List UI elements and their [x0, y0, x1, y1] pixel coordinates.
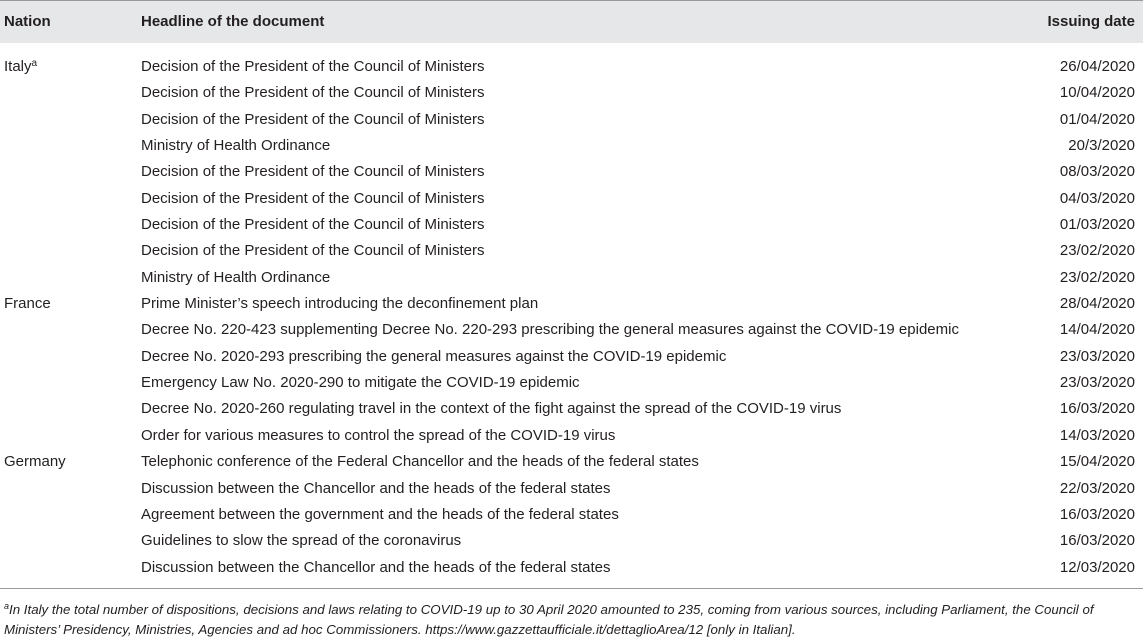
cell-issuing-date: 23/02/2020	[1059, 242, 1135, 260]
cell-issuing-date: 01/04/2020	[1059, 110, 1135, 128]
table-row	[0, 555, 1143, 581]
cell-issuing-date: 26/04/2020	[1059, 58, 1135, 75]
cell-headline: Decision of the President of the Council of Ministers	[141, 189, 485, 207]
cell-issuing-date: 28/04/2020	[1059, 295, 1135, 313]
cell-headline: Discussion between the Chancellor and the heads of the federal states	[141, 558, 611, 576]
cell-headline: Decision of the President of the Council of Ministers	[141, 163, 485, 181]
table-body	[0, 54, 1143, 581]
table-row	[0, 291, 1143, 317]
cell-headline: Agreement between the government and the heads of the federal states	[141, 505, 619, 523]
cell-issuing-date: 16/03/2020	[1059, 505, 1135, 523]
cell-headline: Discussion between the Chancellor and the heads of the federal states	[141, 479, 611, 497]
table-bottom-rule	[0, 588, 1143, 589]
cell-headline: Decision of the President of the Council of Ministers	[141, 58, 485, 75]
table-row	[0, 344, 1143, 370]
cell-headline: Prime Minister’s speech introducing the deconfinement plan	[141, 295, 539, 313]
cell-nation	[4, 295, 51, 312]
cell-headline: Ministry of Health Ordinance	[141, 137, 331, 155]
nation-text: Italy	[4, 58, 32, 75]
cell-headline: Decree No. 2020-293 prescribing the general measures against the COVID-19 epidemic	[141, 347, 727, 365]
cell-headline: Decision of the President of the Council of Ministers	[141, 110, 485, 128]
cell-headline: Emergency Law No. 2020-290 to mitigate the COVID-19 epidemic	[141, 374, 580, 392]
cell-issuing-date: 08/03/2020	[1059, 163, 1135, 181]
table-footnote	[4, 596, 1141, 640]
table-row	[0, 265, 1143, 291]
cell-headline: Decision of the President of the Council of Ministers	[141, 84, 485, 102]
cell-issuing-date: 01/03/2020	[1059, 216, 1135, 234]
table-row	[0, 396, 1143, 422]
table-row	[0, 54, 1143, 80]
cell-headline: Ministry of Health Ordinance	[141, 268, 331, 286]
footnote-ref: a	[31, 58, 38, 69]
table-row	[0, 159, 1143, 185]
cell-headline: Telephonic conference of the Federal Chancellor and the heads of the federal states	[141, 453, 699, 471]
table-row	[0, 528, 1143, 554]
cell-issuing-date: 23/03/2020	[1059, 347, 1135, 365]
footnote-text: In Italy the total number of dispositions, decisions and laws relating to COVID-19 up to 30 April 2020 amounted to 235, coming from various sources, including Parliament, the Council of Ministers’ Presidency, Ministries, Agencies and ad hoc Commissioners. https://www.gazzettaufficiale.it/dettaglioArea/12 [only in Italian].	[4, 602, 1094, 637]
header-nation: Nation	[4, 13, 51, 30]
table-row	[0, 80, 1143, 106]
nation-text: France	[4, 295, 51, 313]
table-header	[0, 0, 1143, 43]
cell-headline: Decree No. 2020-260 regulating travel in the context of the fight against the spread of the COVID-19 virus	[141, 400, 842, 418]
table-row	[0, 186, 1143, 212]
cell-nation	[4, 58, 37, 75]
cell-issuing-date: 14/04/2020	[1059, 321, 1135, 339]
cell-issuing-date: 23/03/2020	[1059, 374, 1135, 392]
cell-headline: Decree No. 220-423 supplementing Decree No. 220-293 prescribing the general measures against the COVID-19 epidemic	[141, 321, 959, 339]
cell-issuing-date: 23/02/2020	[1059, 268, 1135, 286]
nation-text: Germany	[4, 453, 66, 471]
cell-issuing-date: 20/3/2020	[1068, 137, 1135, 155]
table-row	[0, 317, 1143, 343]
table-row	[0, 212, 1143, 238]
cell-issuing-date: 16/03/2020	[1059, 532, 1135, 550]
cell-headline: Decision of the President of the Council of Ministers	[141, 242, 485, 260]
table-row	[0, 449, 1143, 475]
footnote-marker: a	[4, 601, 10, 611]
cell-issuing-date: 04/03/2020	[1059, 189, 1135, 207]
table-row	[0, 476, 1143, 502]
cell-issuing-date: 16/03/2020	[1059, 400, 1135, 418]
table-row	[0, 133, 1143, 159]
cell-headline: Guidelines to slow the spread of the coronavirus	[141, 532, 462, 550]
cell-issuing-date: 15/04/2020	[1059, 453, 1135, 471]
header-headline: Headline of the document	[141, 13, 325, 30]
table-row	[0, 370, 1143, 396]
table-row	[0, 107, 1143, 133]
table-row	[0, 502, 1143, 528]
cell-nation	[4, 453, 66, 470]
cell-issuing-date: 10/04/2020	[1059, 84, 1135, 102]
table-row	[0, 423, 1143, 449]
cell-issuing-date: 22/03/2020	[1059, 479, 1135, 497]
cell-headline: Order for various measures to control the spread of the COVID-19 virus	[141, 426, 616, 444]
table-row	[0, 238, 1143, 264]
cell-issuing-date: 14/03/2020	[1059, 426, 1135, 444]
cell-issuing-date: 12/03/2020	[1059, 558, 1135, 576]
cell-headline: Decision of the President of the Council of Ministers	[141, 216, 485, 234]
header-issuing-date: Issuing date	[1047, 13, 1135, 30]
